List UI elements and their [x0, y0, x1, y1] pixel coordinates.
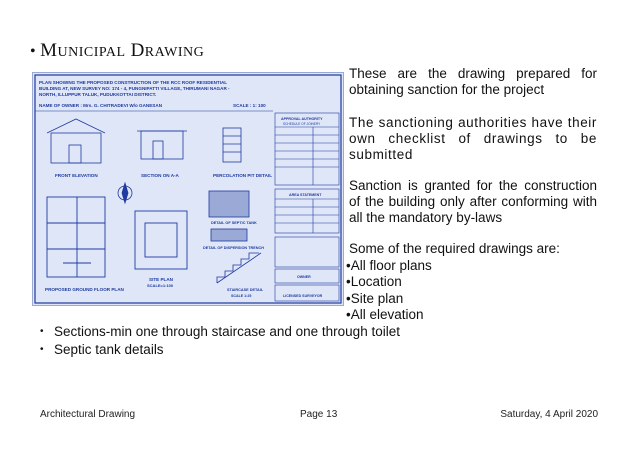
footer-page-number: Page 13	[300, 409, 338, 420]
label-septic: DETAIL OF SEPTIC TANK	[211, 221, 257, 225]
percolation-sketch	[223, 128, 241, 162]
north-arrow-icon	[118, 183, 132, 203]
label-owner-sig: OWNER	[297, 275, 311, 279]
label-staircase-scale: SCALE 1:25	[231, 294, 252, 298]
title-initial-2: D	[130, 40, 145, 61]
label-section: SECTION ON A-A	[141, 173, 179, 178]
list-item	[40, 341, 400, 359]
list-item-text: Septic tank details	[54, 342, 164, 357]
footer-date: Saturday, 4 April 2020	[500, 409, 598, 420]
section-sketch	[137, 131, 187, 159]
label-site-plan: SITE PLAN	[149, 277, 173, 282]
bottom-bullet-list	[40, 323, 400, 359]
slide-title	[30, 40, 204, 62]
title-rest-2: RAWING	[144, 45, 205, 60]
title-rest-1: UNICIPAL	[57, 45, 126, 60]
notes-box	[275, 237, 339, 301]
label-front-elevation: FRONT ELEVATION	[55, 173, 98, 178]
list-item-text: Sections-min one through staircase and one through toilet	[54, 324, 400, 339]
footer-left: Architectural Drawing	[40, 409, 136, 420]
title-bullet: •	[30, 43, 37, 60]
label-area: AREA STATEMENT	[289, 193, 322, 197]
label-approval: APPROVAL AUTHORITY	[281, 117, 323, 121]
title-initial-1: M	[40, 40, 58, 61]
label-surveyor: LICENSED SURVEYOR	[283, 294, 323, 298]
required-item: •All floor plans	[346, 257, 432, 273]
required-heading: Some of the required drawings are:	[349, 241, 560, 256]
septic-tank-sketch	[209, 191, 249, 241]
paragraph-sanction: Sanction is granted for the construction of the building only after conforming with all the mandatory by-laws	[349, 178, 597, 225]
paragraph-drawings-prepared: These are the drawing prepared for obtaining sanction for the project	[349, 66, 597, 97]
drawing-header-3: NORTH, ILLUPPUR TALUK, PUDUKKOTTAI DISTRICT.	[39, 92, 157, 97]
label-site-scale: SCALE=1:100	[147, 283, 174, 288]
bullet-icon: •	[40, 344, 44, 355]
site-plan-sketch	[135, 211, 187, 269]
label-dispersion: DETAIL OF DISPERSION TRENCH	[203, 246, 265, 250]
municipal-drawing-image	[32, 72, 344, 306]
list-item	[40, 323, 400, 341]
drawing-header-2: BUILDING AT, NEW SURVEY NO: 174 - 4, PUNGNIPATTI VILLAGE, THIRUMANI NAGAR -	[39, 86, 230, 91]
required-item: •Site plan	[346, 290, 404, 306]
staircase-sketch	[217, 253, 261, 283]
drawing-header-1: PLAN SHOWING THE PROPOSED CONSTRUCTION OF THE RCC ROOF RESIDENTIAL	[39, 80, 228, 85]
paragraph-checklist: The sanctioning authorities have their own checklist of drawings to be submitted	[349, 115, 597, 162]
bullet-icon: •	[40, 326, 44, 337]
required-item: •Location	[346, 274, 402, 289]
label-ground-floor: PROPOSED GROUND FLOOR PLAN	[45, 287, 124, 292]
required-item: •All elevation	[346, 307, 424, 322]
drawing-owner: NAME OF OWNER : Mrs. G. CHITRADEVI W/o GANESAN	[39, 103, 163, 108]
front-elevation-sketch	[47, 119, 105, 163]
label-percolation: PERCOLATION PIT DETAIL	[213, 173, 273, 178]
label-staircase: STAIRCASE DETAIL	[227, 288, 264, 292]
required-drawings-list	[346, 241, 560, 324]
ground-floor-plan-sketch	[47, 197, 105, 277]
drawing-scale: SCALE : 1: 100	[233, 103, 266, 108]
label-schedule: SCHEDULE OF JOINERY	[283, 122, 321, 126]
